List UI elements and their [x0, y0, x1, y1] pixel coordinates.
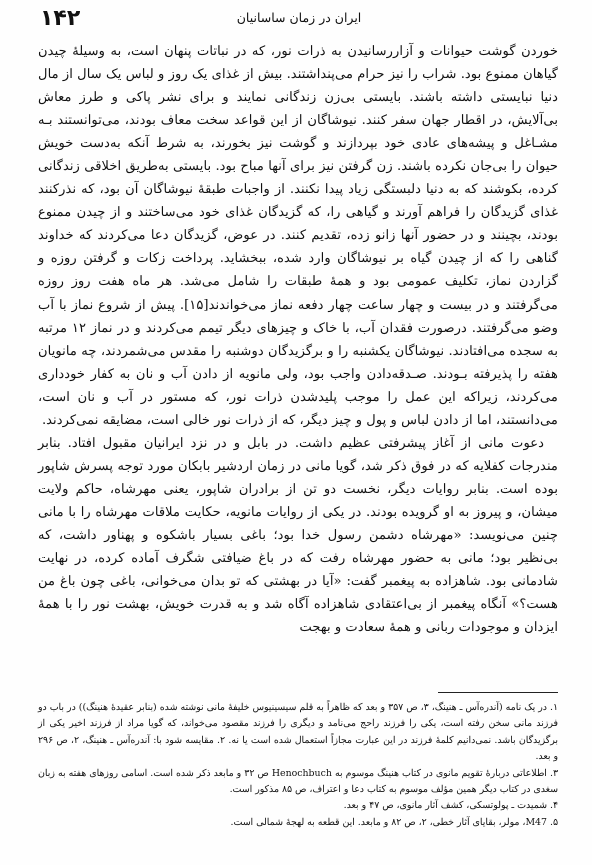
footnotes — [38, 700, 558, 831]
footnote: ۴. شمیدت ـ پولوتسکی، کشف آثار مانوی، ص ۴۷ و بعد. — [343, 800, 558, 812]
footnote-divider — [438, 692, 558, 693]
paragraph: دعوت مانی از آغاز پیشرفتی عظیم داشت. در بابل و در نزد ایرانیان مقبول افتاد. بنابر مندرجات کفلایه که در فوق ذکر شد، گویا مانی در زمان اردشیر بابکان مورد توجه پسرش شاپور بوده است. بنابر روایات دیگر، نخست دو تن از برادران شاپور، یعنی مهرشاه، حاکم ولایت میشان، و پیروز به او گرویده بودند. در یکی از روایات مانویه، حکایت ملاقات مهرشاه را با مانی چنین می‌نویسد: «مهرشاه دشمن رسول خدا بود؛ باغی بسیار باشکوه و پهناور داشت، که بی‌نظیر بود؛ مانی به حضور مهرشاه رفت که در باغ ضیافتی شگرف آماده کرده، در نهایت شادمانی بود. شاهزاده به پیغمبر گفت: «آیا در بهشتی که تو بدان می‌خوانی، باغی چون باغ من هست؟» آنگاه پیغمبر از بی‌اعتقادی شاهزاده آگاه شد و به قدرت خویش، بهشت نور را با همهٔ ایزدان و موجودات ربانی و همهٔ سعادت و بهجت — [38, 435, 558, 636]
paragraph: خوردن گوشت حیوانات و آزاررسانیدن به ذرات نور، که در نباتات پنهان است، به وسیلهٔ چیدن گیاهان ممنوع بود. شراب را نیز حرام می‌پنداشتند. بیش از غذای یک روز و لباس یک سال از مال دنیا نبایستی داشته باشند. بایستی بی‌زن زندگانی نمایند و برای نشر پاکی و طرز معاش بی‌آلایش، در اقطار جهان سفر کنند. نیوشاگان از این قواعد سخت معاف بودند، می‌توانستند بـه مشـاغل و پیشه‌های عادی خود بپردازند و گوشت نیز بخورند، به شرط آنکه به‌دست خویش حیوان را بی‌جان نکرده باشند. زن گرفتن نیز برای آنها مباح بود. بایستی به‌طریق اخلاقی زندگانی کرده، بکوشند که به دنیا دلبستگی زیاد پیدا نکنند. از واجبات طبقهٔ نیوشاگان آن بود، که نذرکنند غذای گزیدگان را فراهم آورند و گیاهی را، که گزیدگان غذای خود می‌ساختند و از چیدن ممنوع بودند، بچینند و در حضور آنها زانو زده، تقدیم کنند. در عوض، گزیدگان دعا می‌کردند که خداوند گناهی را که از چیدن گیاه بر نیوشاگان وارد شده، ببخشاید. پرداخت زکات و گرفتن روزه و گزاردن نماز، تکلیف عمومی بود و همهٔ طبقات را شامل می‌شد. هر ماه هفت روز روزه می‌گرفتند و در بیست و چهار ساعت چهار دفعه نماز می‌خواندند[۱۵]. پیش از شروع نماز با آب وضو می‌گرفتند. درصورت فقدان آب، با خاک و چیزهای دیگر تیمم می‌کردند و در نماز ۱۲ مرتبه به سجده می‌افتادند. نیوشاگان یکشنبه را و برگزیدگان دوشنبه را مقدس می‌شمردند، چه مانویان هفته را پذیرفته بـودند. صـدقه‌دادن واجب بود، ولی مانویه از دادن آب و نان به کفار خودداری می‌کردند، زیراکه این عمل را موجب پلیدشدن ذرات نور، که مستور در آب و نان است، می‌دانستند، اما از دادن لباس و پول و چیز دیگر، که از ذرات نور خالی است، مضایقه نمی‌کردند. — [38, 44, 558, 428]
footnote: ۳. اطلاعاتی دربارهٔ تقویم مانوی در کتاب هنینگ موسوم به Henochbuch ص ۳۲ و مابعد ذکر شده است. اسامی روزهای هفته به زبان سغدی در کتاب دیگر همین مؤلف موسوم به کتاب دعا و اعتراف، ص ۸۵ مذکور است. — [38, 767, 558, 796]
running-title: ایران در زمان ساسانیان — [236, 10, 362, 25]
body-text — [38, 40, 558, 639]
page-header — [40, 6, 558, 36]
footnote: ۱. در یک نامه (آندره‌آس ـ هنینگ، ۳، ص ۳۵۷ و بعد که ظاهراً به قلم سیسینیوس خلیفهٔ مانی نوشته شده (بنابر عقیدهٔ هنینگ)) در باب دو فرزند مانی سخن رفته است، یکی را فرزند راحج می‌نامد و دیگری را فرزند مقصود می‌خواند، که گویا مراد از فرزند اخیر یکی از برگزیدگان باشد. نمی‌دانیم کلمهٔ فرزند در این عبارت مجازاً استعمال شده است یا نه. ۲. مقایسه شود با: آندره‌آس ـ هنینگ، ۲، ص ۲۹۶ و بعد. — [38, 702, 558, 763]
footnote: ۵. M47، مولر، بقایای آثار خطی، ۲، ص ۸۲ و مابعد. این قطعه به لهجهٔ شمالی است. — [230, 816, 558, 828]
page-number: ۱۴۲ — [40, 6, 81, 31]
